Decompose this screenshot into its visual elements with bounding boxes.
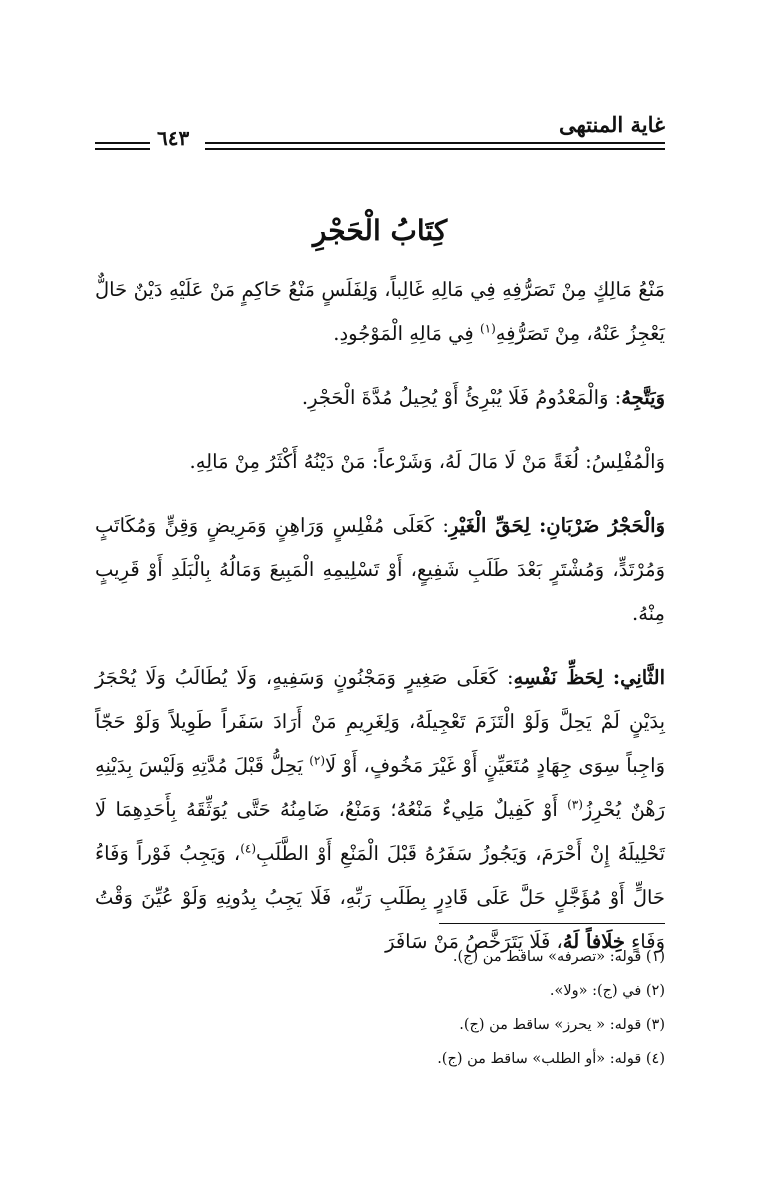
chapter-title: كِتَابُ الْحَجْرِ (312, 214, 448, 247)
paragraph-text: ، فَلَا يَتَرَخَّصُ مَنْ سَافَرَ (385, 930, 563, 953)
paragraph-text: ، وَيَجِبُ فَوْراً وَفَاءُ حَالٍّ أَوْ مُؤَجَّلٍ حَلَّ عَلَى قَادِرٍ بِطَلَبِ رَبِّهِ، فَلَا يَجِبُ بِدُونِهِ وَلَوْ عُيِّنَ وَقْتُ وَفَاءٍ (95, 842, 665, 953)
footnotes (95, 940, 665, 1076)
footnote-item: (٢) في (ج): «ولا». (549, 983, 665, 999)
paragraph-lead: الثَّانِي: لِحَظِّ نَفْسِهِ (513, 666, 665, 689)
footnote-ref: (٤) (240, 841, 257, 856)
page-number-rule (95, 142, 150, 150)
paragraph-text: وَالْمُفْلِسُ: لُغَةً مَنْ لَا مَالَ لَهُ، وَشَرْعاً: مَنْ دَيْنُهُ أَكْثَرُ مِنْ مَالِهِ. (189, 450, 665, 473)
paragraph-yattajih (95, 376, 665, 420)
page-number: ٦٤٣ (157, 126, 190, 150)
footnote-ref: (٢) (309, 753, 326, 768)
footnote-ref: (١) (479, 321, 496, 336)
footnote-separator (439, 923, 665, 924)
paragraph-muflis (95, 440, 665, 484)
footnote-item: (١) قوله: «تصرفه» ساقط من (ج). (452, 949, 665, 965)
paragraph-text: أَوْ كَفِيلٌ مَلِيءٌ مَنْعُهُ؛ وَمَنْعُ، ضَامِنُهُ حَتَّى يُوَثِّقَهُ بِأَحَدِهِمَا لَا تَحْلِيلَهُ إِنْ أَحْرَمَ، وَيَجُوزُ سَفَرُهُ قَبْلَ الْمَنْعِ أَوْ الطَّلَبِ (95, 798, 666, 865)
paragraph-bold-phrase: خِلَافاً لَهُ (562, 930, 625, 953)
paragraph-text: : وَالْمَعْدُومُ فَلَا يُبْرِئُ أَوْ يُحِيلُ مُدَّةَ الْحَجْرِ. (301, 386, 622, 409)
paragraph-text: : كَعَلَى صَغِيرٍ وَمَجْنُونٍ وَسَفِيهٍ، وَلَا يُطَالَبُ وَلَا يُحْجَرُ بِدَيْنٍ لَمْ يَحِلَّ وَلَوْ الْتَزَمَ تَعْجِيلَهُ، وَلِغَرِيمِ مَنْ أَرَادَ سَفَراً طَوِيلاً وَلَوْ حَجّاً وَاجِباً سِوَى جِهَادٍ مُتَعَيِّنٍ أَوْ غَيْرَ مَخُوفٍ، أَوْ لَا (95, 666, 665, 777)
paragraph-text: يَحِلُّ قَبْلَ مُدَّتِهِ وَلَيْسَ بِدَيْنِهِ رَهْنٌ يُحْرِزُ (95, 754, 666, 821)
paragraph-definition (95, 268, 665, 356)
paragraph-lead: وَيَتَّجِهُ (621, 386, 665, 409)
main-text (95, 268, 665, 984)
running-title: غاية المنتهى (558, 112, 665, 137)
paragraph-hajr-types (95, 504, 665, 636)
paragraph-text: : كَعَلَى مُفْلِسٍ وَرَاهِنٍ وَمَرِيضٍ وَقِنٍّ وَمُكَاتَبٍ وَمُرْتَدٍّ، وَمُشْتَرٍ بَعْدَ طَلَبِ شَفِيعٍ، أَوْ تَسْلِيمِهِ الْمَبِيعَ وَمَالُهُ بِالْبَلَدِ أَوْ قَرِيبٍ مِنْهُ. (95, 514, 665, 625)
footnote-ref: (٣) (567, 797, 583, 812)
paragraph-second-type (95, 656, 665, 964)
header-double-rule (205, 142, 665, 150)
paragraph-text: مَنْعُ مَالِكٍ مِنْ تَصَرُّفِهِ فِي مَالِهِ غَالِباً، وَلِفَلَسٍ مَنْعُ حَاكِمٍ مَنْ عَلَيْهِ دَيْنٌ حَالٌّ يَعْجِزُ عَنْهُ، مِنْ تَصَرُّفِهِ (95, 278, 665, 345)
running-header (95, 112, 665, 162)
paragraph-lead: وَالْحَجْرُ ضَرْبَانِ: لِحَقِّ الْغَيْرِ (448, 514, 665, 537)
footnote-item: (٤) قوله: «أو الطلب» ساقط من (ج). (437, 1051, 665, 1067)
paragraph-text: فِي مَالِهِ الْمَوْجُودِ. (333, 322, 480, 345)
footnote-item: (٣) قوله: « يحرز» ساقط من (ج). (459, 1017, 665, 1033)
